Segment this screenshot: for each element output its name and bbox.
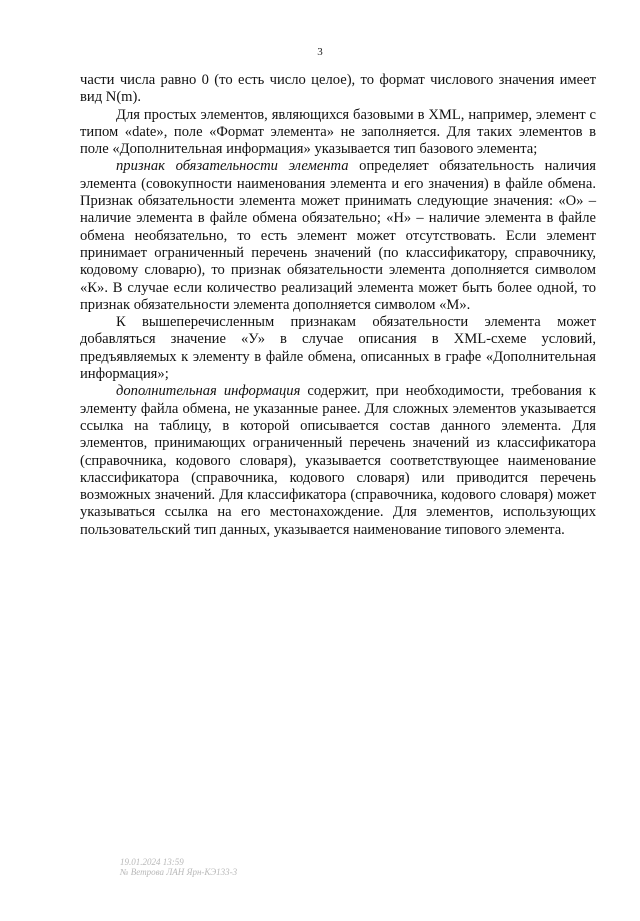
paragraph-5	[80, 383, 596, 539]
page-number: 3	[317, 46, 323, 58]
paragraph-text: содержит, при необходимости, требования к элементу файла обмена, не указанные ранее. Для сложных элементов указывается ссылка на таблицу, в которой описывается состав данного элемента. Для элементов, принимающих ограниченный перечень значений из классификатора (справочника, кодового словаря), указывается соответствующее наименование классификатора (справочника, кодового словаря) или приводится перечень возможных значений. Для классификатора (справочника, кодового словаря) может указываться ссылка на его местонахождение. Для элементов, использующих пользовательский тип данных, указывается наименование типового элемента.	[80, 383, 597, 538]
paragraph-text: определяет обязательность наличия элемента (совокупности наименования элемента и его значения) в файле обмена. Признак обязательности элемента может принимать следующие значения: «О» – наличие элемента в файле обмена обязательно; «Н» – наличие элемента в файле обмена необязательно, то есть элемент может отсутствовать. Если элемент принимает ограниченный перечень значений (по классификатору, справочнику, кодовому словарю), то признак обязательности элемента дополняется символом «К». В случае если количество реализаций элемента может быть более одной, то признак обязательности элемента дополняется символом «М».	[80, 158, 596, 313]
paragraph-text: части числа равно 0 (то есть число целое), то формат числового значения имеет вид N(m).	[80, 72, 596, 106]
paragraph-text: К вышеперечисленным признакам обязательности элемента может добавляться значение «У» в случае описания в XML-схеме условий, предъявляемых к элементу в файле обмена, описанных в графе «Дополнительная информация»;	[80, 314, 596, 383]
registration-stamp	[120, 857, 237, 877]
stamp-date: 19.01.2024 13:59	[120, 857, 184, 867]
paragraph-1	[80, 72, 596, 107]
definition-term: признак обязательности элемента	[116, 158, 349, 175]
paragraph-3	[80, 158, 596, 314]
stamp-reference: № Ветрова ЛАН Ярн-КЭ133-3	[120, 867, 238, 877]
paragraph-2	[80, 107, 596, 159]
definition-term: дополнительная информация	[116, 383, 301, 400]
paragraph-text: Для простых элементов, являющихся базовыми в XML, например, элемент с типом «date», поле «Формат элемента» не заполняется. Для таких элементов в поле «Дополнительная информация» указывается тип базового элемента;	[80, 106, 596, 158]
document-body	[80, 72, 596, 539]
paragraph-4	[80, 314, 596, 383]
